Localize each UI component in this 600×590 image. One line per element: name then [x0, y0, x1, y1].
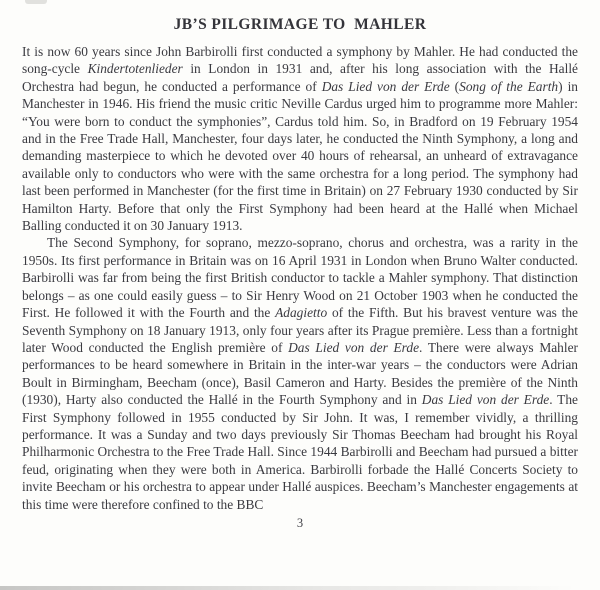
text-segment-italic: Song of the Earth [459, 78, 559, 94]
text-segment-italic: Das Lied von der Erde [288, 339, 420, 355]
body-text [22, 43, 578, 513]
text-segment-italic: Adagietto [275, 305, 328, 321]
page-number: 3 [296, 515, 304, 530]
text-segment: ) in Manchester in 1946. His friend the music critic Neville Cardus urged him to programme more Mahler: “You were born to conduct the symphonies”, Cardus told him. So, in Bradford on 19 February 1954 and in the Free Trade Hall, Manchester, four days later, he conducted the Ninth Symphony, a long and demanding masterpiece to which he devoted over 40 hours of rehearsal, an unheard of extravagance available only to conductors who were with the same orchestra for a long period. The symphony had last been performed in Manchester (for the first time in Britain) on 27 February 1930 conducted by Sir Hamilton Harty. Before that only the First Symphony had been heard at the Hallé when Michael Balling conducted it on 30 January 1913. [22, 78, 578, 234]
text-segment-italic: Kindertotenlieder [87, 61, 183, 77]
text-segment: ( [449, 78, 460, 94]
text-segment-italic: Das Lied von der Erde [421, 392, 550, 408]
scan-artifact-bottom [0, 586, 575, 590]
scan-artifact-top [25, 0, 47, 4]
paragraph [22, 234, 578, 513]
page-title: JB’S PILGRIMAGE TO MAHLER [173, 16, 427, 33]
text-segment: . There were always Mahler performances to be heard somewhere in Britain in the inter-war years – the conductors were Adrian Boult in Birmingham, Beecham (once), Basil Cameron and Harty. Besides the première of the Ninth (1930), Harty also conducted the Hallé in the Fourth Symphony and in [22, 339, 578, 408]
text-segment-italic: Das Lied von der Erde [321, 78, 450, 94]
text-segment: It is now 60 years since John Barbirolli first conducted a symphony by Mahler. He had conducted the song-cycle [22, 44, 578, 77]
text-segment: The Second Symphony, for soprano, mezzo-soprano, chorus and orchestra, was a rarity in the 1950s. Its first performance in Britain was on 16 April 1931 in London when Bruno Walter conducted. Barbirolli was far from being the first British conductor to tackle a Mahler symphony. That distinction belongs – as one could easily guess – to Sir Henry Wood on 21 October 1903 when he conducted the First. He followed it with the Fourth and the [22, 235, 578, 321]
text-segment: in London in 1931 and, after his long association with the Hallé Orchestra had begun, he conducted a performance of [22, 61, 578, 94]
text-segment: of the Fifth. But his bravest venture was the Seventh Symphony on 18 January 1913, only four years after its Prague première. Less than a fortnight later Wood conducted the English première of [22, 305, 579, 355]
text-segment: . The First Symphony followed in 1955 conducted by Sir John. It was, I remember vividly, a thrilling performance. It was a Sunday and two days previously Sir Thomas Beecham had brought his Royal Philharmonic Orchestra to the Free Trade Hall. Since 1944 Barbirolli and Beecham had pursued a bitter feud, originating when they were both in America. Barbirolli forbade the Hallé Concerts Society to invite Beecham or his orchestra to appear under Hallé auspices. Beecham’s Manchester engagements at this time were therefore confined to the BBC [22, 392, 578, 512]
paragraph [22, 43, 578, 234]
